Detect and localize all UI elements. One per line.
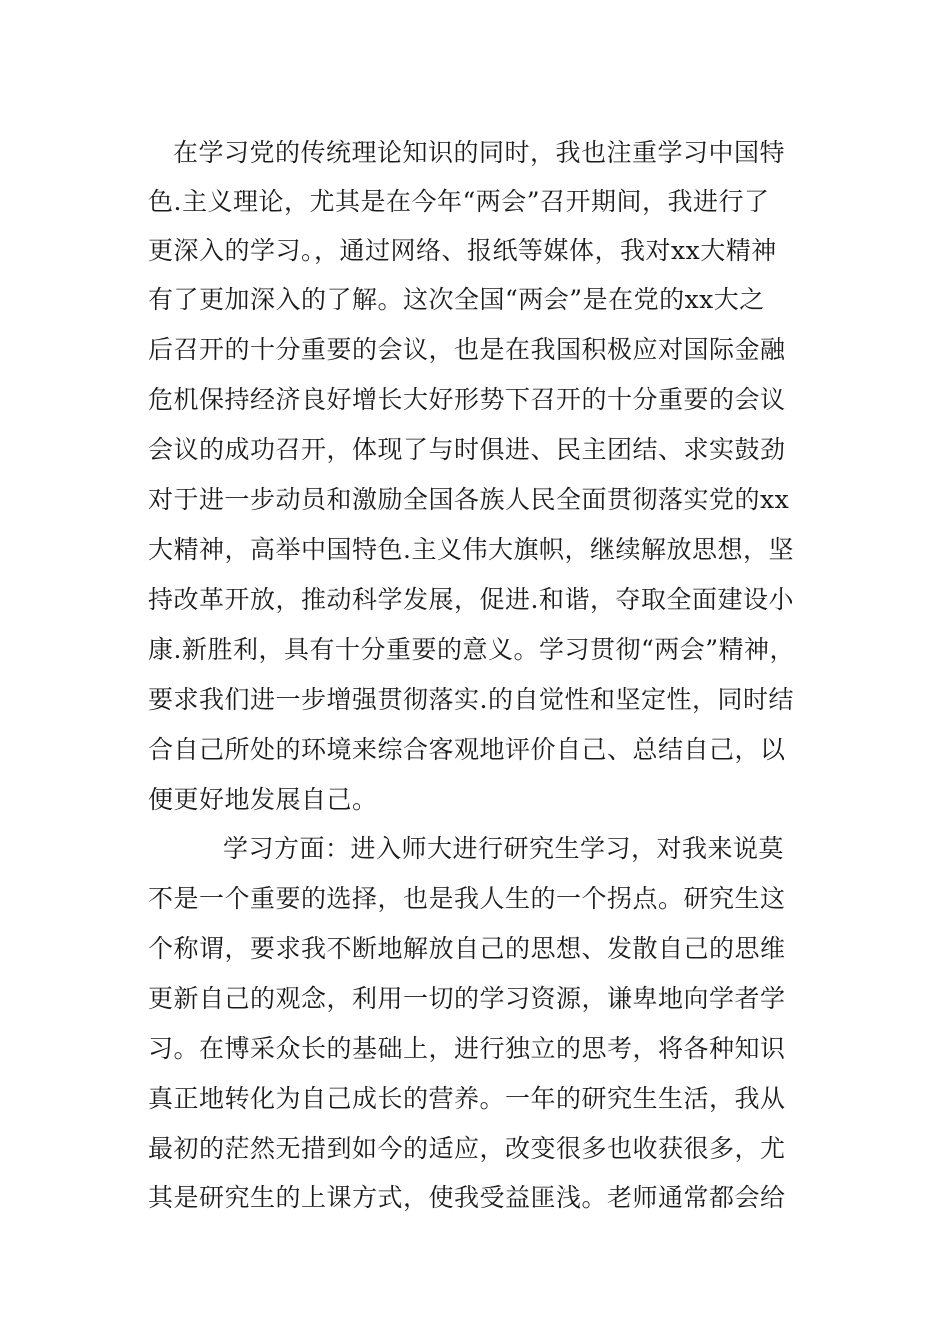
text-line-18: 更新自己的观念，利用一切的学习资源，谦卑地向学者学 xyxy=(148,984,786,1013)
text-line-12: 要求我们进一步增强贯彻落实.的自觉性和坚定性，同时结 xyxy=(148,685,794,714)
text-line-7: 会议的成功召开，体现了与时俱进、民主团结、求实鼓劲 xyxy=(148,435,786,464)
text-line-4: 有了更加深入的了解。这次全国“两会”是在党的xx大之 xyxy=(148,285,765,314)
text-line-10: 持改革开放，推动科学发展，促进.和谐，夺取全面建设小 xyxy=(148,585,794,614)
text-line-14: 便更好地发展自己。 xyxy=(148,785,378,814)
text-line-13: 合自己所处的环境来综合客观地评价自己、总结自己，以 xyxy=(148,735,786,764)
text-line-8: 对于进一步动员和激励全国各族人民全面贯彻落实党的xx xyxy=(148,485,790,514)
text-line-15: 学习方面：进入师大进行研究生学习，对我来说莫 xyxy=(223,834,785,863)
text-line-17: 个称谓，要求我不断地解放自己的思想、发散自己的思维 xyxy=(148,934,786,963)
text-line-9: 大精神，高举中国特色.主义伟大旗帜，继续解放思想，坚 xyxy=(148,535,794,564)
text-line-19: 习。在博采众长的基础上，进行独立的思考，将各种知识 xyxy=(148,1034,786,1063)
text-line-5: 后召开的十分重要的会议，也是在我国积极应对国际金融 xyxy=(148,335,786,364)
text-line-6: 危机保持经济良好增长大好形势下召开的十分重要的会议 xyxy=(148,385,786,414)
text-line-16: 不是一个重要的选择，也是我人生的一个拐点。研究生这 xyxy=(148,884,786,913)
text-line-2: 色.主义理论，尤其是在今年“两会”召开期间，我进行了 xyxy=(148,187,770,216)
text-line-20: 真正地转化为自己成长的营养。一年的研究生生活，我从 xyxy=(148,1084,786,1113)
text-line-11: 康.新胜利，具有十分重要的意义。学习贯彻“两会”精神， xyxy=(148,635,796,664)
text-line-22: 其是研究生的上课方式，使我受益匪浅。老师通常都会给 xyxy=(148,1183,786,1212)
text-line-21: 最初的茫然无措到如今的适应，改变很多也收获很多，尤 xyxy=(148,1134,786,1163)
text-line-1: 在学习党的传统理论知识的同时，我也注重学习中国特 xyxy=(173,138,786,167)
text-line-3: 更深入的学习。，通过网络、报纸等媒体，我对xx大精神 xyxy=(148,236,777,265)
